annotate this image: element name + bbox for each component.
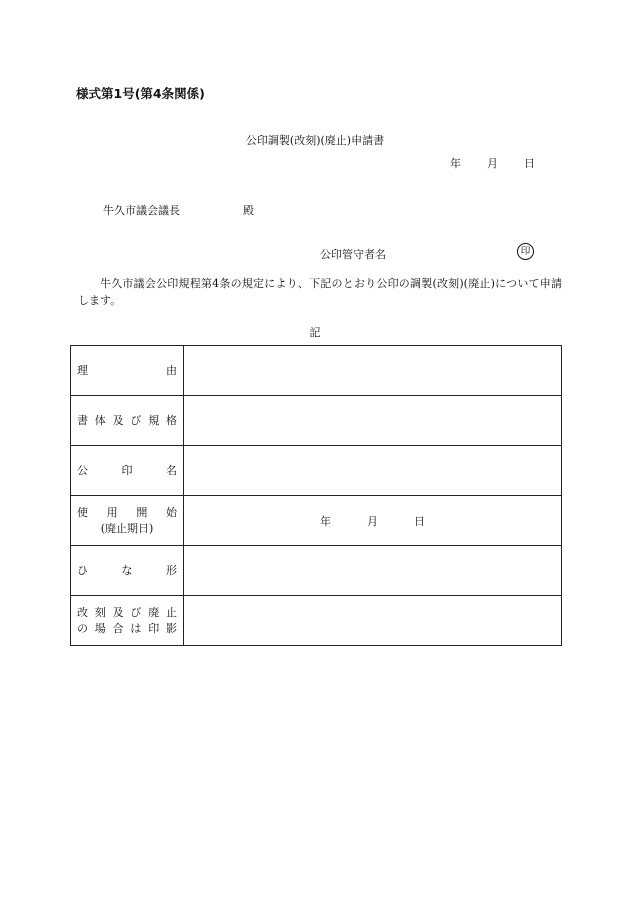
- label-char: び: [130, 605, 142, 619]
- date-year: 年: [450, 157, 461, 170]
- date-day: 日: [414, 514, 425, 528]
- application-items-table: [70, 345, 562, 646]
- typeface-spec-field[interactable]: [184, 396, 562, 446]
- label-char: 廃: [148, 605, 160, 619]
- label-char: 合: [112, 621, 124, 635]
- label-char: の: [77, 621, 88, 635]
- row-label-seal-impression: [71, 596, 184, 646]
- table-row: [71, 346, 562, 396]
- label-char: 公: [77, 463, 88, 477]
- row-label-typeface-spec: [71, 396, 184, 446]
- start-date-field[interactable]: [184, 496, 562, 546]
- reason-field[interactable]: [184, 346, 562, 396]
- application-date: [450, 155, 535, 171]
- date-month: 月: [367, 514, 378, 528]
- label-char: 場: [94, 621, 106, 635]
- row-label-specimen: [71, 546, 184, 596]
- label-char: 体: [94, 413, 106, 427]
- label-char: 書: [77, 413, 88, 427]
- addressee-name: 牛久市議会議長: [103, 204, 180, 217]
- label-char: 開: [136, 505, 148, 519]
- body-text: 牛久市議会公印規程第4条の規定により、下記のとおり公印の調製(改刻)(廃止)について申請します。: [78, 277, 562, 307]
- seal-name-field[interactable]: [184, 446, 562, 496]
- label-char: 理: [77, 363, 88, 377]
- label-char: び: [130, 413, 142, 427]
- label-char: は: [130, 621, 142, 635]
- custodian-name-label: 公印管守者名: [320, 248, 386, 261]
- label-char: 規: [148, 413, 160, 427]
- abolition-date-sublabel: (廃止期日): [100, 521, 154, 535]
- form-number: 様式第1号(第4条関係): [76, 86, 205, 101]
- label-char: 用: [106, 505, 118, 519]
- label-char: 使: [77, 505, 88, 519]
- date-year: 年: [320, 514, 331, 528]
- table-row: [71, 596, 562, 646]
- addressee-honorific: 殿: [243, 204, 254, 217]
- label-char: 形: [166, 563, 177, 577]
- label-char: な: [121, 563, 133, 577]
- label-char: 影: [165, 621, 177, 635]
- table-row: [71, 496, 562, 546]
- date-day: 日: [524, 157, 535, 170]
- label-char: 由: [166, 363, 177, 377]
- label-char: 格: [165, 413, 177, 427]
- seal-mark: 印: [517, 243, 534, 260]
- table-row: [71, 546, 562, 596]
- label-char: 印: [148, 621, 160, 635]
- label-char: 改: [77, 605, 88, 619]
- ki-heading: 記: [309, 326, 321, 339]
- row-label-seal-name: [71, 446, 184, 496]
- specimen-field[interactable]: [184, 546, 562, 596]
- document-title: 公印調製(改刻)(廃止)申請書: [245, 134, 385, 147]
- label-char: 名: [166, 463, 177, 477]
- label-char: 印: [121, 463, 133, 477]
- label-char: 刻: [94, 605, 106, 619]
- date-month: 月: [487, 157, 498, 170]
- label-char: ひ: [77, 563, 88, 577]
- label-char: 止: [165, 605, 177, 619]
- row-label-reason: [71, 346, 184, 396]
- table-row: [71, 396, 562, 446]
- table-row: [71, 446, 562, 496]
- label-char: 及: [112, 605, 124, 619]
- label-char: 始: [165, 505, 177, 519]
- seal-impression-field[interactable]: [184, 596, 562, 646]
- row-label-start-date: [71, 496, 184, 546]
- label-char: 及: [112, 413, 124, 427]
